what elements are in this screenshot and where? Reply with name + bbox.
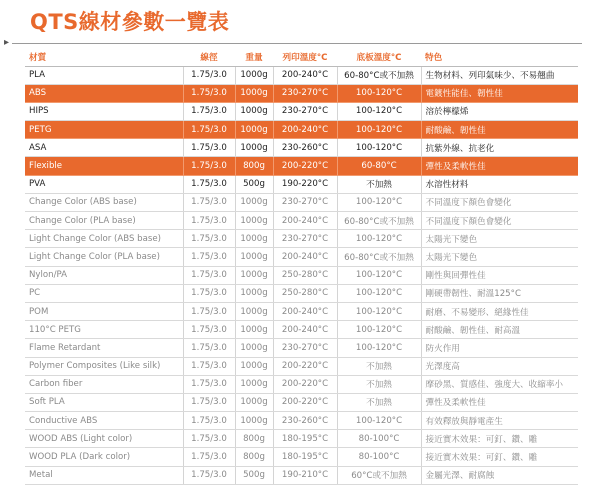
- cell-weight: 1000g: [235, 357, 273, 375]
- cell-diameter: 1.75/3.0: [183, 412, 235, 430]
- cell-diameter: 1.75/3.0: [183, 175, 235, 193]
- cell-weight: 1000g: [235, 193, 273, 211]
- filament-spec-table: [25, 49, 578, 485]
- cell-print-temp: 200-220°C: [273, 375, 337, 393]
- cell-print-temp: 230-270°C: [273, 193, 337, 211]
- cell-weight: 1000g: [235, 230, 273, 248]
- cell-material: HIPS: [25, 102, 183, 120]
- cell-material: WOOD ABS (Light color): [25, 430, 183, 448]
- cell-diameter: 1.75/3.0: [183, 212, 235, 230]
- cell-weight: 500g: [235, 175, 273, 193]
- cell-diameter: 1.75/3.0: [183, 139, 235, 157]
- cell-features: 彈性及柔軟性佳: [421, 157, 578, 175]
- cell-material: Change Color (PLA base): [25, 212, 183, 230]
- cell-print-temp: 200-240°C: [273, 302, 337, 320]
- cell-print-temp: 180-195°C: [273, 448, 337, 466]
- cell-weight: 1000g: [235, 266, 273, 284]
- cell-diameter: 1.75/3.0: [183, 284, 235, 302]
- table-body: [25, 66, 578, 484]
- header-diameter: 線徑: [183, 49, 235, 66]
- cell-diameter: 1.75/3.0: [183, 357, 235, 375]
- cell-material: PC: [25, 284, 183, 302]
- table-row: [25, 193, 578, 211]
- cell-bed-temp: 不加熱: [337, 375, 421, 393]
- cell-print-temp: 180-195°C: [273, 430, 337, 448]
- cell-print-temp: 230-260°C: [273, 139, 337, 157]
- table-row: [25, 230, 578, 248]
- cell-bed-temp: 80-100°C: [337, 448, 421, 466]
- table-row: [25, 84, 578, 102]
- cell-bed-temp: 不加熱: [337, 393, 421, 411]
- cell-material: Flexible: [25, 157, 183, 175]
- table-row: [25, 466, 578, 484]
- cell-print-temp: 200-220°C: [273, 157, 337, 175]
- cell-diameter: 1.75/3.0: [183, 339, 235, 357]
- cell-print-temp: 190-210°C: [273, 466, 337, 484]
- cell-diameter: 1.75/3.0: [183, 157, 235, 175]
- cell-features: 太陽光下變色: [421, 248, 578, 266]
- cell-weight: 800g: [235, 157, 273, 175]
- page-title: QTS線材參數一覽表: [30, 10, 230, 34]
- cell-diameter: 1.75/3.0: [183, 448, 235, 466]
- cell-weight: 1000g: [235, 284, 273, 302]
- cell-diameter: 1.75/3.0: [183, 430, 235, 448]
- cell-weight: 1000g: [235, 102, 273, 120]
- cell-features: 有效釋放與靜電產生: [421, 412, 578, 430]
- table-row: [25, 157, 578, 175]
- table-row: [25, 393, 578, 411]
- cell-diameter: 1.75/3.0: [183, 302, 235, 320]
- cell-bed-temp: 100-120°C: [337, 302, 421, 320]
- cell-material: Polymer Composites (Like silk): [25, 357, 183, 375]
- cell-print-temp: 230-270°C: [273, 230, 337, 248]
- cell-features: 接近實木效果：可釘、鑽、雕: [421, 430, 578, 448]
- table-row: [25, 339, 578, 357]
- cell-bed-temp: 100-120°C: [337, 412, 421, 430]
- cell-weight: 1000g: [235, 66, 273, 84]
- cell-diameter: 1.75/3.0: [183, 248, 235, 266]
- header-weight: 重量: [235, 49, 273, 66]
- cell-material: WOOD PLA (Dark color): [25, 448, 183, 466]
- cell-bed-temp: 100-120°C: [337, 193, 421, 211]
- table-row: [25, 66, 578, 84]
- cell-bed-temp: 60-80°C或不加熱: [337, 212, 421, 230]
- cell-weight: 800g: [235, 448, 273, 466]
- cell-bed-temp: 100-120°C: [337, 139, 421, 157]
- cell-print-temp: 200-220°C: [273, 357, 337, 375]
- cell-bed-temp: 不加熱: [337, 175, 421, 193]
- cell-features: 接近實木效果：可釘、鑽、雕: [421, 448, 578, 466]
- cell-print-temp: 200-240°C: [273, 66, 337, 84]
- cell-features: 耐酸鹼、韌性佳: [421, 121, 578, 139]
- cell-print-temp: 190-220°C: [273, 175, 337, 193]
- cell-bed-temp: 100-120°C: [337, 284, 421, 302]
- header-material: 材質: [25, 49, 183, 66]
- cell-bed-temp: 100-120°C: [337, 230, 421, 248]
- cell-features: 水溶性材料: [421, 175, 578, 193]
- cell-bed-temp: 80-100°C: [337, 430, 421, 448]
- cell-weight: 1000g: [235, 212, 273, 230]
- cell-bed-temp: 60-80°C或不加熱: [337, 66, 421, 84]
- cell-material: Light Change Color (ABS base): [25, 230, 183, 248]
- cell-weight: 500g: [235, 466, 273, 484]
- cell-features: 耐磨、不易變形、絕緣性佳: [421, 302, 578, 320]
- cell-material: Change Color (ABS base): [25, 193, 183, 211]
- cell-bed-temp: 60°C或不加熱: [337, 466, 421, 484]
- cell-bed-temp: 100-120°C: [337, 102, 421, 120]
- cell-print-temp: 230-270°C: [273, 102, 337, 120]
- cell-features: 金屬光澤、耐腐蝕: [421, 466, 578, 484]
- cell-material: Conductive ABS: [25, 412, 183, 430]
- cell-material: Carbon fiber: [25, 375, 183, 393]
- cell-material: Soft PLA: [25, 393, 183, 411]
- cell-diameter: 1.75/3.0: [183, 266, 235, 284]
- table-row: [25, 448, 578, 466]
- cell-features: 彈性及柔軟性佳: [421, 393, 578, 411]
- cell-print-temp: 200-240°C: [273, 321, 337, 339]
- cell-material: PETG: [25, 121, 183, 139]
- cell-diameter: 1.75/3.0: [183, 102, 235, 120]
- table-row: [25, 212, 578, 230]
- header-print-temp: 列印溫度°C: [273, 49, 337, 66]
- cell-bed-temp: 100-120°C: [337, 84, 421, 102]
- cell-bed-temp: 100-120°C: [337, 121, 421, 139]
- table-row: [25, 102, 578, 120]
- table-row: [25, 248, 578, 266]
- cell-diameter: 1.75/3.0: [183, 121, 235, 139]
- cell-features: 剛硬帶韌性、耐溫125°C: [421, 284, 578, 302]
- cell-weight: 1000g: [235, 375, 273, 393]
- table-row: [25, 375, 578, 393]
- cell-features: 剛性與回彈性佳: [421, 266, 578, 284]
- table-row: [25, 302, 578, 320]
- cell-weight: 1000g: [235, 321, 273, 339]
- header-features: 特色: [421, 49, 578, 66]
- arrow-right-icon: ▸: [4, 37, 10, 48]
- cell-bed-temp: 100-120°C: [337, 321, 421, 339]
- cell-material: 110°C PETG: [25, 321, 183, 339]
- table-row: [25, 139, 578, 157]
- cell-features: 不同溫度下顏色會變化: [421, 193, 578, 211]
- cell-weight: 1000g: [235, 302, 273, 320]
- cell-features: 生物材料、列印氣味少、不易翹曲: [421, 66, 578, 84]
- cell-features: 太陽光下變色: [421, 230, 578, 248]
- cell-diameter: 1.75/3.0: [183, 66, 235, 84]
- cell-features: 耐酸鹼、韌性佳、耐高溫: [421, 321, 578, 339]
- cell-diameter: 1.75/3.0: [183, 321, 235, 339]
- header-divider: [12, 43, 582, 44]
- cell-bed-temp: 100-120°C: [337, 339, 421, 357]
- cell-bed-temp: 60-80°C或不加熱: [337, 248, 421, 266]
- cell-weight: 1000g: [235, 393, 273, 411]
- table-header-row: [25, 49, 578, 66]
- cell-material: ABS: [25, 84, 183, 102]
- cell-weight: 1000g: [235, 412, 273, 430]
- cell-print-temp: 230-260°C: [273, 412, 337, 430]
- header-bed-temp: 底板溫度°C: [337, 49, 421, 66]
- cell-bed-temp: 100-120°C: [337, 266, 421, 284]
- cell-weight: 1000g: [235, 339, 273, 357]
- table-row: [25, 321, 578, 339]
- cell-diameter: 1.75/3.0: [183, 466, 235, 484]
- table-row: [25, 121, 578, 139]
- cell-features: 抗紫外線、抗老化: [421, 139, 578, 157]
- cell-diameter: 1.75/3.0: [183, 193, 235, 211]
- cell-material: Flame Retardant: [25, 339, 183, 357]
- cell-weight: 800g: [235, 430, 273, 448]
- cell-weight: 1000g: [235, 139, 273, 157]
- cell-features: 光澤度高: [421, 357, 578, 375]
- cell-weight: 1000g: [235, 121, 273, 139]
- cell-features: 摩砂黑、質感佳、強度大、收縮率小: [421, 375, 578, 393]
- table-row: [25, 430, 578, 448]
- cell-diameter: 1.75/3.0: [183, 84, 235, 102]
- table-row: [25, 412, 578, 430]
- cell-print-temp: 200-220°C: [273, 393, 337, 411]
- cell-weight: 1000g: [235, 248, 273, 266]
- cell-features: 防火作用: [421, 339, 578, 357]
- cell-print-temp: 230-270°C: [273, 339, 337, 357]
- cell-material: Metal: [25, 466, 183, 484]
- table-row: [25, 266, 578, 284]
- cell-material: ASA: [25, 139, 183, 157]
- cell-weight: 1000g: [235, 84, 273, 102]
- cell-diameter: 1.75/3.0: [183, 393, 235, 411]
- table-row: [25, 175, 578, 193]
- table-row: [25, 357, 578, 375]
- cell-print-temp: 200-240°C: [273, 248, 337, 266]
- cell-material: POM: [25, 302, 183, 320]
- cell-print-temp: 200-240°C: [273, 212, 337, 230]
- cell-bed-temp: 不加熱: [337, 357, 421, 375]
- cell-print-temp: 230-270°C: [273, 84, 337, 102]
- cell-print-temp: 250-280°C: [273, 284, 337, 302]
- cell-bed-temp: 60-80°C: [337, 157, 421, 175]
- cell-print-temp: 250-280°C: [273, 266, 337, 284]
- cell-material: Nylon/PA: [25, 266, 183, 284]
- cell-features: 電鍍性能佳、韌性佳: [421, 84, 578, 102]
- cell-features: 溶於檸檬烯: [421, 102, 578, 120]
- cell-features: 不同溫度下顏色會變化: [421, 212, 578, 230]
- cell-material: PLA: [25, 66, 183, 84]
- cell-diameter: 1.75/3.0: [183, 230, 235, 248]
- cell-print-temp: 200-240°C: [273, 121, 337, 139]
- cell-material: PVA: [25, 175, 183, 193]
- cell-diameter: 1.75/3.0: [183, 375, 235, 393]
- table-row: [25, 284, 578, 302]
- cell-material: Light Change Color (PLA base): [25, 248, 183, 266]
